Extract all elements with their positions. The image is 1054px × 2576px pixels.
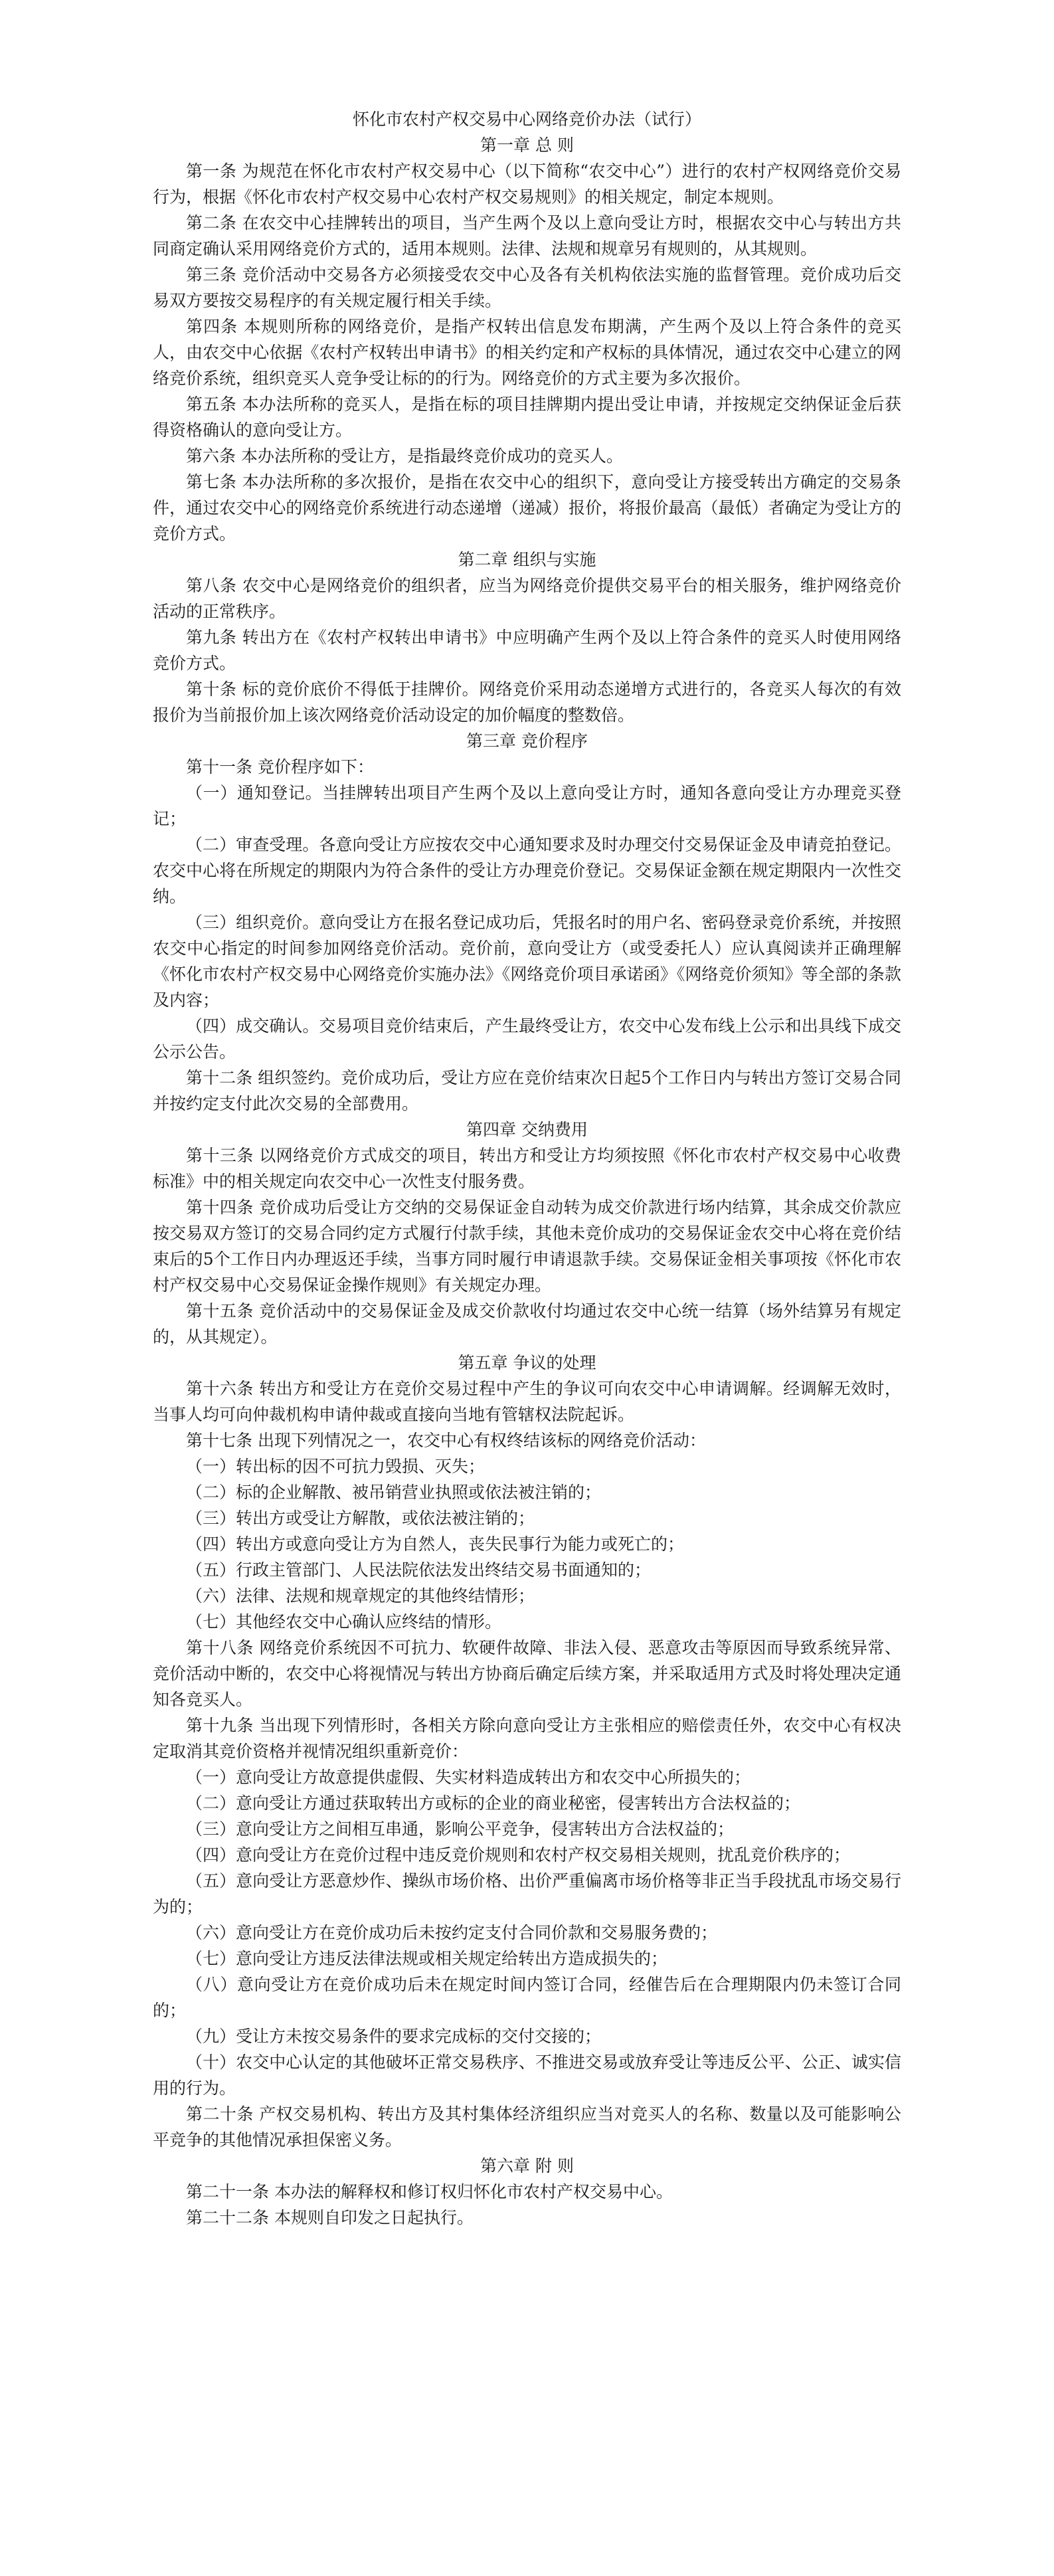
article-paragraph: （四）成交确认。交易项目竞价结束后，产生最终受让方，农交中心发布线上公示和出具线下成交公示公告。 — [153, 1016, 901, 1061]
chapter-section — [153, 1350, 901, 2153]
article-paragraph: 第十四条 竞价成功后受让方交纳的交易保证金自动转为成交价款进行场内结算，其余成交价款应按交易双方签订的交易合同约定方式履行付款手续，其他未竞价成功的交易保证金农交中心将在竞价结束后的5个工作日内办理返还手续，当事方同时履行申请退款手续。交易保证金相关事项按《怀化市农村产权交易中心交易保证金操作规则》有关规定办理。 — [153, 1198, 901, 1295]
article-paragraph: （六）法律、法规和规章规定的其他终结情形； — [186, 1586, 535, 1606]
document-title: 怀化市农村产权交易中心网络竞价办法（试行） — [352, 110, 701, 129]
article-paragraph: 第六条 本办法所称的受让方，是指最终竞价成功的竞买人。 — [186, 446, 623, 466]
article-paragraph: 第十一条 竞价程序如下： — [186, 757, 374, 777]
article-paragraph: （一）意向受让方故意提供虚假、失实材料造成转出方和农交中心所损失的； — [186, 1768, 751, 1787]
article-paragraph: （五）行政主管部门、人民法院依法发出终结交易书面通知的； — [186, 1560, 652, 1580]
article-paragraph: （十）农交中心认定的其他破坏正常交易秩序、不推进交易或放弃受让等违反公平、公正、诚实信用的行为。 — [153, 2053, 901, 2098]
article-paragraph: 第一条 为规范在怀化市农村产权交易中心（以下简称“农交中心”）进行的农村产权网络竞价交易行为，根据《怀化市农村产权交易中心农村产权交易规则》的相关规定，制定本规则。 — [153, 161, 901, 207]
chapter-heading: 第一章 总 则 — [480, 136, 574, 155]
article-paragraph: （九）受让方未按交易条件的要求完成标的交付交接的； — [186, 2027, 602, 2046]
article-paragraph: （七）其他经农交中心确认应终结的情形。 — [186, 1612, 502, 1631]
article-paragraph: （一）通知登记。当挂牌转出项目产生两个及以上意向受让方时，通知各意向受让方办理竞买登记； — [153, 783, 901, 828]
chapter-heading: 第二章 组织与实施 — [458, 550, 596, 569]
chapter-section — [153, 547, 901, 728]
article-paragraph: 第四条 本规则所称的网络竞价，是指产权转出信息发布期满，产生两个及以上符合条件的竞买人，由农交中心依据《农村产权转出申请书》的相关约定和产权标的具体情况，通过农交中心建立的网络竞价系统，组织竞买人竞争受让标的的行为。网络竞价的方式主要为多次报价。 — [153, 317, 901, 388]
article-paragraph: 第十七条 出现下列情况之一，农交中心有权终结该标的网络竞价活动： — [186, 1431, 706, 1450]
article-paragraph: 第三条 竞价活动中交易各方必须接受农交中心及各有关机构依法实施的监督管理。竞价成功后交易双方要按交易程序的有关规定履行相关手续。 — [153, 265, 901, 310]
article-paragraph: 第十九条 当出现下列情形时，各相关方除向意向受让方主张相应的赔偿责任外，农交中心有权决定取消其竞价资格并视情况组织重新竞价： — [153, 1716, 901, 1761]
article-paragraph: 第二条 在农交中心挂牌转出的项目，当产生两个及以上意向受让方时，根据农交中心与转出方共同商定确认采用网络竞价方式的，适用本规则。法律、法规和规章另有规则的，从其规则。 — [153, 213, 901, 258]
article-paragraph: （四）意向受让方在竞价过程中违反竞价规则和农村产权交易相关规则，扰乱竞价秩序的； — [186, 1845, 851, 1865]
article-paragraph: （三）组织竞价。意向受让方在报名登记成功后，凭报名时的用户名、密码登录竞价系统，并按照农交中心指定的时间参加网络竞价活动。竞价前，意向受让方（或受委托人）应认真阅读并正确理解《怀化市农村产权交易中心网络竞价实施办法》《网络竞价项目承诺函》《网络竞价须知》等全部的条款及内容； — [153, 913, 901, 1010]
article-paragraph: 第十六条 转出方和受让方在竞价交易过程中产生的争议可向农交中心申请调解。经调解无效时，当事人均可向仲裁机构申请仲裁或直接向当地有管辖权法院起诉。 — [153, 1379, 901, 1424]
article-paragraph: 第七条 本办法所称的多次报价，是指在农交中心的组织下，意向受让方接受转出方确定的交易条件，通过农交中心的网络竞价系统进行动态递增（递减）报价，将报价最高（最低）者确定为受让方的竞价方式。 — [153, 472, 901, 543]
article-paragraph: 第十二条 组织签约。竞价成功后，受让方应在竞价结束次日起5个工作日内与转出方签订交易合同并按约定支付此次交易的全部费用。 — [153, 1068, 901, 1113]
chapter-heading: 第三章 竞价程序 — [466, 731, 588, 751]
chapter-section — [153, 1117, 901, 1350]
article-paragraph: 第二十二条 本规则自印发之日起执行。 — [186, 2208, 474, 2227]
article-paragraph: 第五条 本办法所称的竞买人，是指在标的项目挂牌期内提出受让申请，并按规定交纳保证金后获得资格确认的意向受让方。 — [153, 395, 901, 440]
article-paragraph: （四）转出方或意向受让方为自然人，丧失民事行为能力或死亡的； — [186, 1534, 685, 1554]
article-paragraph: （二）审查受理。各意向受让方应按农交中心通知要求及时办理交付交易保证金及申请竞拍登记。农交中心将在所规定的期限内为符合条件的受让方办理竞价登记。交易保证金额在规定期限内一次性交纳。 — [153, 835, 901, 906]
article-paragraph: （三）转出方或受让方解散，或依法被注销的； — [186, 1509, 535, 1528]
article-paragraph: （五）意向受让方恶意炒作、操纵市场价格、出价严重偏离市场价格等非正当手段扰乱市场交易行为的； — [153, 1871, 901, 1916]
chapter-heading: 第五章 争议的处理 — [458, 1353, 596, 1372]
article-paragraph: 第十三条 以网络竞价方式成交的项目，转出方和受让方均须按照《怀化市农村产权交易中心收费标准》中的相关规定向农交中心一次性支付服务费。 — [153, 1146, 901, 1191]
article-paragraph: 第十八条 网络竞价系统因不可抗力、软硬件故障、非法入侵、恶意攻击等原因而导致系统异常、竞价活动中断的，农交中心将视情况与转出方协商后确定后续方案，并采取适用方式及时将处理决定通知各竞买人。 — [153, 1638, 901, 1709]
chapter-section — [153, 132, 901, 547]
article-paragraph: （六）意向受让方在竞价成功后未按约定支付合同价款和交易服务费的； — [186, 1923, 718, 1942]
article-paragraph: （一）转出标的因不可抗力毁损、灭失； — [186, 1457, 485, 1476]
article-paragraph: （七）意向受让方违反法律法规或相关规定给转出方造成损失的； — [186, 1949, 668, 1968]
chapter-section — [153, 2153, 901, 2231]
article-paragraph: 第二十一条 本办法的解释权和修订权归怀化市农村产权交易中心。 — [186, 2182, 673, 2201]
article-paragraph: （三）意向受让方之间相互串通，影响公平竞争，侵害转出方合法权益的； — [186, 1819, 735, 1839]
article-paragraph: 第九条 转出方在《农村产权转出申请书》中应明确产生两个及以上符合条件的竞买人时使用网络竞价方式。 — [153, 628, 901, 673]
article-paragraph: 第八条 农交中心是网络竞价的组织者，应当为网络竞价提供交易平台的相关服务，维护网络竞价活动的正常秩序。 — [153, 576, 901, 621]
article-paragraph: （八）意向受让方在竞价成功后未在规定时间内签订合同，经催告后在合理期限内仍未签订合同的； — [153, 1975, 901, 2020]
article-paragraph: （二）标的企业解散、被吊销营业执照或依法被注销的； — [186, 1483, 602, 1502]
chapter-section — [153, 728, 901, 1117]
article-paragraph: （二）意向受让方通过获取转出方或标的企业的商业秘密，侵害转出方合法权益的； — [186, 1794, 801, 1813]
article-paragraph: 第十五条 竞价活动中的交易保证金及成交价款收付均通过农交中心统一结算（场外结算另有规定的，从其规定）。 — [153, 1301, 901, 1346]
article-paragraph: 第二十条 产权交易机构、转出方及其村集体经济组织应当对竞买人的名称、数量以及可能影响公平竞争的其他情况承担保密义务。 — [153, 2104, 901, 2150]
article-paragraph: 第十条 标的竞价底价不得低于挂牌价。网络竞价采用动态递增方式进行的，各竞买人每次的有效报价为当前报价加上该次网络竞价活动设定的加价幅度的整数倍。 — [153, 680, 901, 725]
chapter-heading: 第四章 交纳费用 — [466, 1120, 588, 1139]
chapter-heading: 第六章 附 则 — [480, 2156, 574, 2175]
document-body — [153, 132, 901, 2231]
